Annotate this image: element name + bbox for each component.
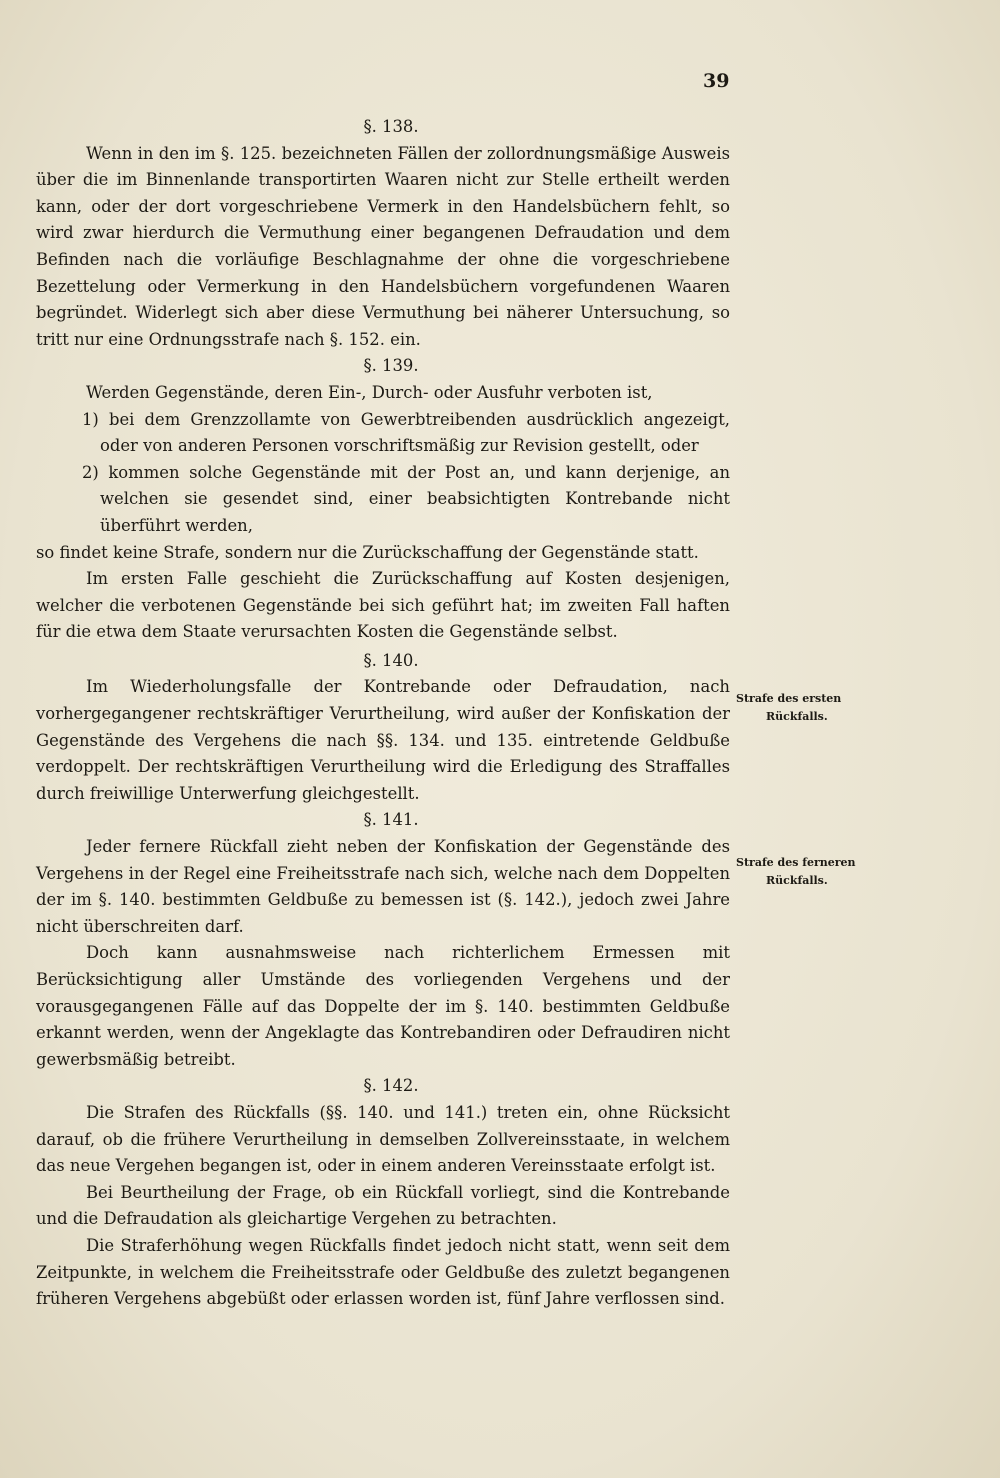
- margin-note-first-relapse: [736, 690, 886, 726]
- section-139-item-2: 2) kommen solche Gegenstände mit der Post an, und kann derjenige, an welchen sie gesendet sind, einer beabsichtigten Kontrebande nicht überführt werden,: [82, 462, 730, 535]
- section-heading-141: §. 141.: [363, 810, 419, 830]
- section-heading-140: §. 140.: [363, 650, 419, 670]
- section-140-paragraph: Im Wiederholungsfalle der Kontrebande oder Defraudation, nach vorhergegangener rechtskräftiger Verurtheilung, wird außer der Konfiskation der Gegenstände des Vergehens die nach §§. 134. und 135. eintretende Geldbuße verdoppelt. Der rechtskräftigen Verurtheilung wird die Erledigung des Straffalles durch freiwillige Unterwerfung gleichgestellt.: [36, 677, 730, 803]
- margin-note-line: Strafe des ferneren: [736, 856, 856, 869]
- page-number: 39: [703, 70, 730, 92]
- margin-note-line: Strafe des ersten: [736, 692, 842, 705]
- section-139-intro: Werden Gegenstände, deren Ein-, Durch- oder Ausfuhr verboten ist,: [86, 382, 653, 402]
- section-heading-139: §. 139.: [363, 356, 419, 376]
- section-139-paragraph: Im ersten Falle geschieht die Zurückschaffung auf Kosten desjenigen, welcher die verbotenen Gegenstände bei sich geführt hat; im zweiten Fall haften für die etwa dem Staate verursachten Kosten die Gegenstände selbst.: [36, 569, 730, 642]
- section-141-paragraph-1: Jeder fernere Rückfall zieht neben der Konfiskation der Gegenstände des Vergehens in der Regel eine Freiheitsstrafe nach sich, welche nach dem Doppelten der im §. 140. bestimmten Geldbuße zu bemessen ist (§. 142.), jedoch zwei Jahre nicht überschreiten darf.: [36, 837, 730, 936]
- margin-note-further-relapse: [736, 854, 886, 890]
- section-heading-142: §. 142.: [363, 1076, 419, 1096]
- section-139-item-1: 1) bei dem Grenzzollamte von Gewerbtreibenden ausdrücklich angezeigt, oder von anderen Personen vorschriftsmäßig zur Revision gestellt, oder: [82, 409, 730, 456]
- section-142-paragraph-2: Bei Beurtheilung der Frage, ob ein Rückfall vorliegt, sind die Kontrebande und die Defraudation als gleichartige Vergehen zu betrachten.: [36, 1182, 730, 1229]
- margin-note-line: Rückfalls.: [766, 874, 828, 887]
- section-heading-138: §. 138.: [363, 117, 419, 136]
- main-text-column: [36, 114, 730, 1313]
- section-142-paragraph-3: Die Straferhöhung wegen Rückfalls findet jedoch nicht statt, wenn seit dem Zeitpunkte, in welchem die Freiheitsstrafe oder Geldbuße des zuletzt begangenen früheren Vergehens abgebüßt oder erlassen worden ist, fünf Jahre verflossen sind.: [36, 1235, 730, 1309]
- section-138-paragraph: Wenn in den im §. 125. bezeichneten Fällen der zollordnungsmäßige Ausweis über die im Binnenlande transportirten Waaren nicht zur Stelle ertheilt werden kann, oder der dort vorgeschriebene Vermerk in den Handelsbüchern fehlt, so wird zwar hierdurch die Vermuthung einer begangenen Defraudation und dem Befinden nach die vorläufige Beschlagnahme der ohne die vorgeschriebene Bezettelung oder Vermerkung in den Handelsbüchern vorgefundenen Waaren begründet. Widerlegt sich aber diese Vermuthung bei näherer Untersuchung, so tritt nur eine Ordnungsstrafe nach §. 152. ein.: [36, 143, 730, 349]
- section-141-paragraph-2: Doch kann ausnahmsweise nach richterlichem Ermessen mit Berücksichtigung aller Umstände des vorliegenden Vergehens und der vorausgegangenen Fälle auf das Doppelte der im §. 140. bestimmten Geldbuße erkannt werden, wenn der Angeklagte das Kontrebandiren oder Defraudiren nicht gewerbsmäßig betreibt.: [36, 943, 730, 1069]
- margin-note-line: Rückfalls.: [766, 710, 828, 723]
- section-139-closing: so findet keine Strafe, sondern nur die Zurückschaffung der Gegenstände statt.: [36, 542, 699, 562]
- section-142-paragraph-1: Die Strafen des Rückfalls (§§. 140. und 141.) treten ein, ohne Rücksicht darauf, ob die frühere Verurtheilung in demselben Zollvereinsstaate, in welchem das neue Vergehen begangen ist, oder in einem anderen Vereinsstaate erfolgt ist.: [36, 1102, 730, 1176]
